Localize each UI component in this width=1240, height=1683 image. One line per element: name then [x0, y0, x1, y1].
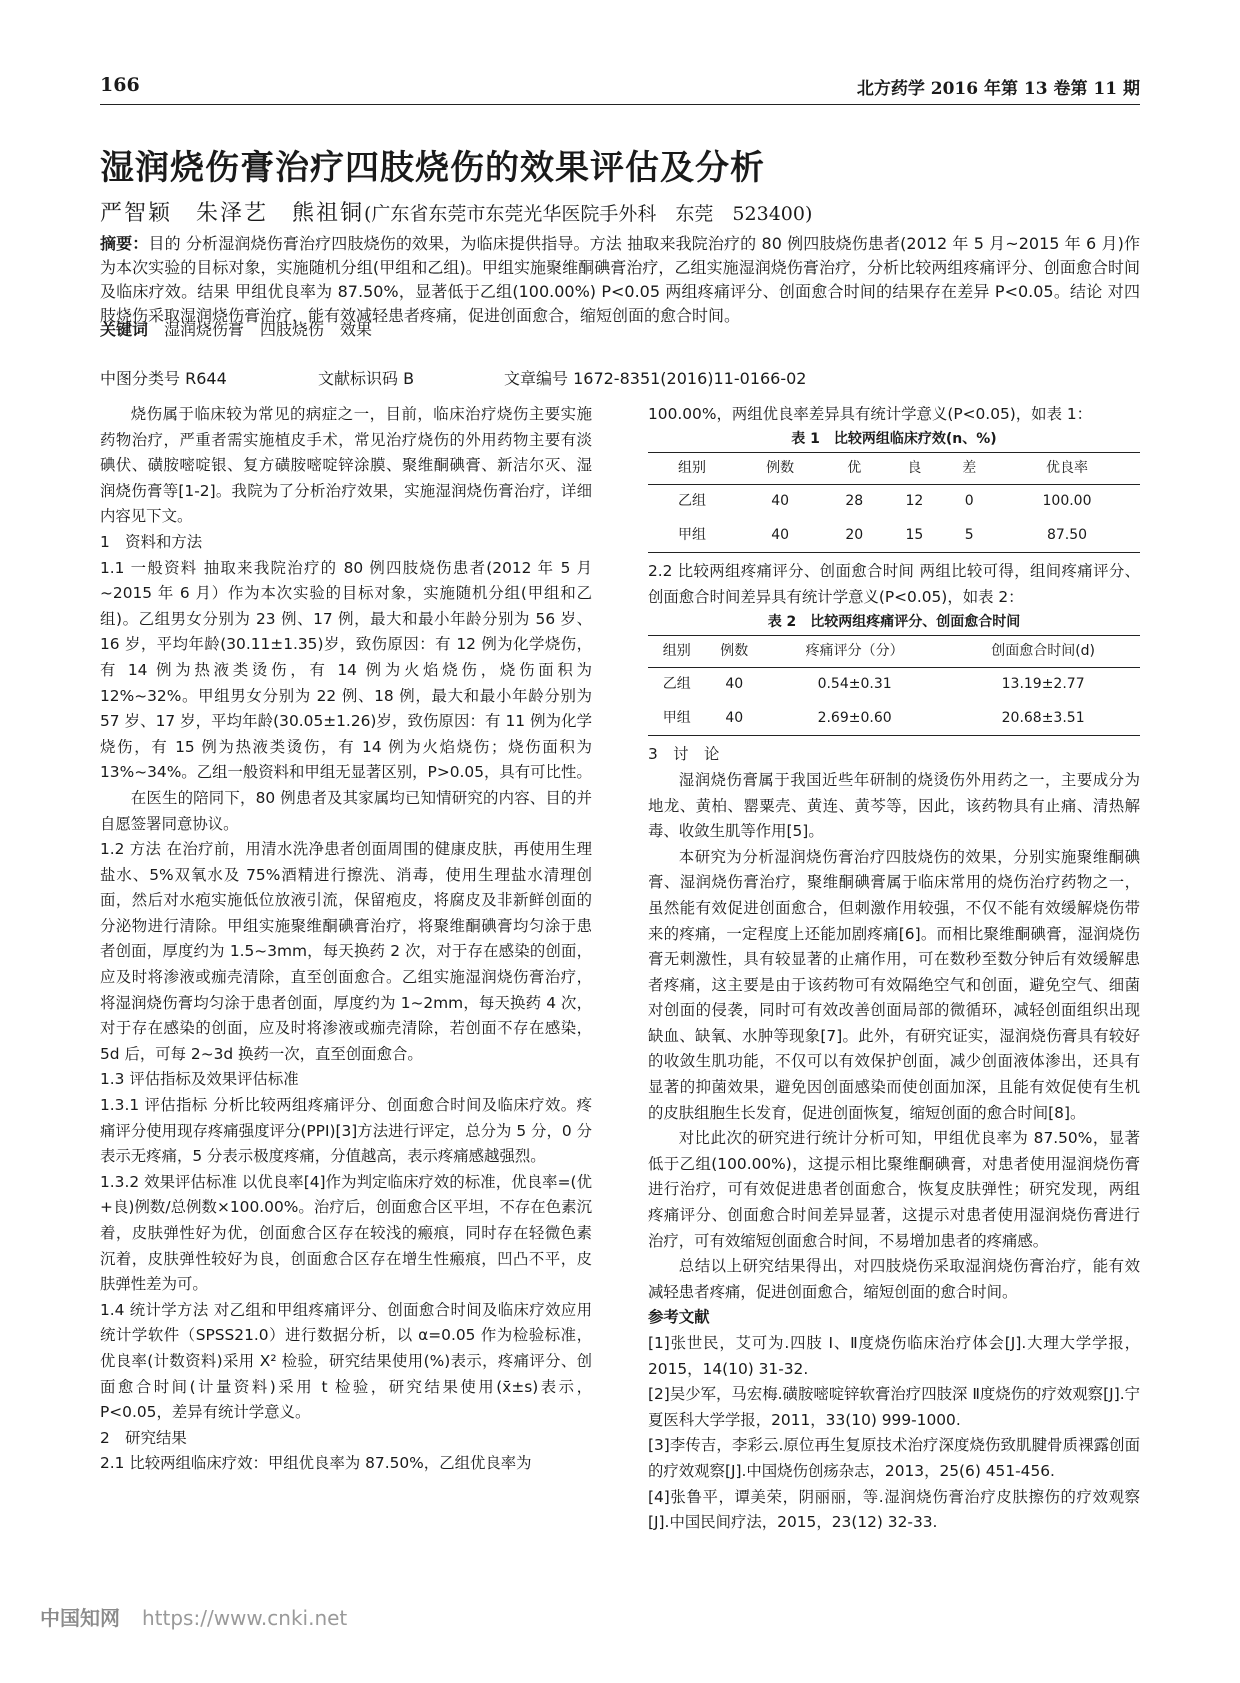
author-names: 严智颖 朱泽艺 熊祖铜: [100, 201, 365, 226]
table-cell: 100.00: [1042, 493, 1092, 510]
paragraph: 在医生的陪同下，80 例患者及其家属均已知情研究的内容、目的并自愿签署同意协议。: [100, 788, 592, 833]
table-cell: 20: [824, 519, 884, 553]
paragraph: 1.4 统计学方法 对乙组和甲组疼痛评分、创面愈合时间及临床疗效应用统计学软件（SPSS21.0）进行数据分析，以 α=0.05 作为检验标准，优良率(计数资料)采用 X² 检验，研究结果使用(%)表示，疼痛评分、创面愈合时间(计量资料)采用 t 检验，研究结果使用(x̄±s)表示，P<0.05，差异有统计学意义。: [100, 1300, 592, 1422]
table-cell: 87.50: [994, 519, 1140, 553]
article-title: 湿润烧伤膏治疗四肢烧伤的效果评估及分析: [100, 148, 765, 188]
table-cell: 12: [905, 493, 924, 510]
table-header-cell: 优良率: [994, 452, 1140, 485]
table-header-cell: 例数: [736, 452, 824, 485]
table2-caption: 表 2 比较两组疼痛评分、创面愈合时间: [767, 613, 1021, 630]
right-column: [648, 402, 1140, 1536]
left-column: [100, 402, 592, 1477]
table-cell: 40: [705, 702, 762, 736]
table-cell: 甲组: [648, 702, 705, 736]
table-cell: 0: [964, 493, 974, 510]
cnki-url: https://www.cnki.net: [142, 1606, 348, 1630]
abstract: [100, 232, 1140, 328]
table-cell: 乙组: [678, 493, 707, 510]
table1: [648, 452, 1140, 554]
paragraph: [2]吴少军，马宏梅.磺胺嘧啶锌软膏治疗四肢深 Ⅱ度烧伤的疗效观察[J].宁夏医科大学学报，2011，33(10) 999-1000.: [648, 1385, 1140, 1429]
paragraph: [3]李传吉，李彩云.原位再生复原技术治疗深度烧伤致肌腱骨质裸露创面的疗效观察[J].中国烧伤创疡杂志，2013，25(6) 451-456.: [648, 1436, 1140, 1480]
paragraph: 对比此次的研究进行统计分析可知，甲组优良率为 87.50%，显著低于乙组(100.00%)，这提示相比聚维酮碘膏，对患者使用湿润烧伤膏进行治疗，可有效促进患者创面愈合，恢复皮肤弹性；研究发现，两组疼痛评分、创面愈合时间差异显著，这提示对患者使用湿润烧伤膏进行治疗，可有效缩短创面愈合时间，不易增加患者的疼痛感。: [648, 1129, 1140, 1250]
table-header-cell: 组别: [648, 452, 736, 485]
paragraph: 1.3.2 效果评估标准 以优良率[4]作为判定临床疗效的标准，优良率=(优+良)例数/总例数×100.00%。治疗后，创面愈合区平坦，不存在色素沉着，皮肤弹性好为优，创面愈合区存在较浅的瘢痕，同时存在轻微色素沉着，皮肤弹性较好为良，创面愈合区存在增生性瘢痕，凹凸不平，皮肤弹性差为可。: [100, 1172, 592, 1294]
paragraph: 2.1 比较两组临床疗效：甲组优良率为 87.50%，乙组优良率为: [100, 1454, 532, 1473]
table-row: [648, 668, 1140, 702]
watermark-footer: [40, 1602, 347, 1631]
table-cell: 乙组: [662, 676, 691, 693]
section-heading: 2 研究结果: [100, 1428, 187, 1447]
abstract-text: 目的 分析湿润烧伤膏治疗四肢烧伤的效果，为临床提供指导。方法 抽取来我院治疗的 80 例四肢烧伤患者(2012 年 5 月~2015 年 6 月)作为本次实验的目标对象，实施随机分组(甲组和乙组)。甲组实施聚维酮碘膏治疗，乙组实施湿润烧伤膏治疗，分析比较两组疼痛评分、创面愈合时间及临床疗效。结果 甲组优良率为 87.50%，显著低于乙组(100.00%) P<0.05 两组疼痛评分、创面愈合时间的结果存在差异 P<0.05。结论 对四肢烧伤采取湿润烧伤膏治疗，能有效减轻患者疼痛，促进创面愈合，缩短创面的愈合时间。: [100, 234, 1140, 325]
table-header-cell: 良: [884, 452, 944, 485]
abstract-label: 摘要：: [100, 234, 149, 253]
table-row: [648, 702, 1140, 736]
table-cell: 40: [725, 676, 744, 693]
table-header-cell: 差: [944, 452, 994, 485]
section-heading: 参考文献: [648, 1308, 710, 1327]
paragraph: 1.3.1 评估指标 分析比较两组疼痛评分、创面愈合时间及临床疗效。疼痛评分使用现存疼痛强度评分(PPI)[3]方法进行评定，总分为 5 分，0 分表示无疼痛，5 分表示极度疼痛，分值越高，表示疼痛感越强烈。: [100, 1096, 592, 1166]
keywords-text: 湿润烧伤膏 四肢烧伤 效果: [164, 320, 373, 339]
document-code: 文献标识码 B: [318, 369, 415, 388]
paragraph: 总结以上研究结果得出，对四肢烧伤采取湿润烧伤膏治疗，能有效减轻患者疼痛，促进创面愈合，缩短创面的愈合时间。: [648, 1257, 1140, 1301]
section-heading: 3 讨 论: [648, 745, 720, 764]
cnki-logo: 中国知网: [40, 1606, 120, 1630]
paragraph: 1.2 方法 在治疗前，用清水洗净患者创面周围的健康皮肤，再使用生理盐水、5%双氧水及 75%酒精进行擦洗、消毒，使用生理盐水清理创面，然后对水疱实施低位放液引流，保留疱皮，将腐皮及非新鲜创面的分泌物进行清除。甲组实施聚维酮碘膏治疗，将聚维酮碘膏均匀涂于患者创面，厚度约为 1.5~3mm，每天换药 2 次，对于存在感染的创面，应及时将渗液或痂壳清除，直至创面愈合。乙组实施湿润烧伤膏治疗，将湿润烧伤膏均匀涂于患者创面，厚度约为 1~2mm，每天换药 4 次，对于存在感染的创面，应及时将渗液或痂壳清除，若创面不存在感染，5d 后，可每 2~3d 换药一次，直至创面愈合。: [100, 840, 592, 1063]
table-row: [648, 485, 1140, 519]
table-cell: 40: [771, 493, 790, 510]
author-line: [100, 196, 812, 227]
table-cell: 20.68±3.51: [946, 702, 1140, 736]
clc-number: 中图分类号 R644: [100, 369, 227, 388]
table2: [648, 635, 1140, 737]
paragraph: 烧伤属于临床较为常见的病症之一，目前，临床治疗烧伤主要实施药物治疗，严重者需实施植皮手术，常见治疗烧伤的外用药物主要有淡碘伏、磺胺嘧啶银、复方磺胺嘧啶锌涂膜、聚维酮碘膏、新洁尔灭、湿润烧伤膏等[1-2]。我院为了分析治疗效果，实施湿润烧伤膏治疗，详细内容见下文。: [100, 405, 592, 526]
keywords: [100, 318, 1140, 342]
table-cell: 0.54±0.31: [817, 676, 892, 693]
table1-caption: 表 1 比较两组临床疗效(n、%): [791, 430, 997, 447]
table-cell: 5: [944, 519, 994, 553]
table-cell: 15: [884, 519, 944, 553]
table-cell: 40: [736, 519, 824, 553]
keywords-label: 关键词: [100, 320, 149, 339]
page-number: 166: [100, 74, 140, 96]
paragraph: [4]张鲁平，谭美荣，阴丽丽，等.湿润烧伤膏治疗皮肤擦伤的疗效观察[J].中国民间疗法，2015，23(12) 32-33.: [648, 1487, 1140, 1532]
paragraph: 本研究为分析湿润烧伤膏治疗四肢烧伤的效果，分别实施聚维酮碘膏、湿润烧伤膏治疗，聚维酮碘膏属于临床常用的烧伤治疗药物之一，虽然能有效促进创面愈合，但刺激作用较强，不仅不能有效缓解烧伤带来的疼痛，一定程度上还能加剧疼痛[6]。而相比聚维酮碘膏，湿润烧伤膏无刺激性，具有较显著的止痛作用，可在数秒至数分钟后有效缓解患者疼痛，这主要是由于该药物可有效隔绝空气和创面，避免空气、细菌对创面的侵袭，同时可有效改善创面局部的微循环，减轻创面组织出现缺血、缺氧、水肿等现象[7]。此外，有研究证实，湿润烧伤膏具有较好的收敛生肌功能，不仅可以有效保护创面，减少创面液体渗出，还具有显著的抑菌效果，避免因创面感染而使创面加深，且能有效促使有生机的皮肤组胞生长发育，促进创面恢复，缩短创面的愈合时间[8]。: [648, 847, 1140, 1122]
page-header: [100, 74, 1140, 105]
table-header-cell: 创面愈合时间(d): [946, 635, 1140, 668]
table-row: [648, 519, 1140, 553]
article-number: 文章编号 1672-8351(2016)11-0166-02: [504, 369, 807, 388]
table-cell: 甲组: [648, 519, 736, 553]
paragraph: [1]张世民，艾可为.四肢 Ⅰ、Ⅱ度烧伤临床治疗体会[J].大理大学学报，2015，14(10) 31-32.: [648, 1334, 1140, 1378]
author-affiliation: (广东省东莞市东莞光华医院手外科 东莞 523400): [364, 203, 813, 225]
table-header-cell: 优: [824, 452, 884, 485]
paragraph: 1.1 一般资料 抽取来我院治疗的 80 例四肢烧伤患者(2012 年 5 月~2015 年 6 月）作为本次实验的目标对象，实施随机分组(甲组和乙组)。乙组男女分别为 23 例、17 例，最大和最小年龄分别为 56 岁、16 岁，平均年龄(30.11±1.35)岁，致伤原因：有 12 例为化学烧伤，有 14 例为热液类烫伤，有 14 例为火焰烧伤，烧伤面积为 12%~32%。甲组男女分别为 22 例、18 例，最大和最小年龄分别为 57 岁、17 岁，平均年龄(30.05±1.26)岁，致伤原因：有 11 例为化学烧伤，有 15 例为热液类烫伤，有 14 例为火焰烧伤；烧伤面积为 13%~34%。乙组一般资料和甲组无显著区别，P>0.05，具有可比性。: [100, 558, 592, 782]
classification-line: [100, 366, 1140, 388]
paragraph: 湿润烧伤膏属于我国近些年研制的烧烫伤外用药之一，主要成分为地龙、黄柏、罂粟壳、黄连、黄芩等，因此，该药物具有止痛、清热解毒、收敛生肌等作用[5]。: [648, 770, 1140, 841]
table-header-cell: 疼痛评分（分）: [763, 635, 946, 668]
table-header-cell: 组别: [648, 635, 705, 668]
table-cell: 13.19±2.77: [1001, 676, 1085, 693]
results-continued: 100.00%，两组优良率差异具有统计学意义(P<0.05)，如表 1：: [648, 405, 1093, 423]
table-cell: 28: [845, 493, 864, 510]
right-column-body: [648, 742, 1140, 1535]
journal-issue: 北方药学 2016 年第 13 卷第 11 期: [856, 79, 1140, 99]
section-heading: 1.3 评估指标及效果评估标准: [100, 1070, 299, 1089]
table-header-cell: 例数: [705, 635, 762, 668]
results-2-2: 2.2 比较两组疼痛评分、创面愈合时间 两组比较可得，组间疼痛评分、创面愈合时间差异具有统计学意义(P<0.05)，如表 2：: [648, 562, 1140, 606]
section-heading: 1 资料和方法: [100, 532, 203, 551]
table-cell: 2.69±0.60: [763, 702, 946, 736]
